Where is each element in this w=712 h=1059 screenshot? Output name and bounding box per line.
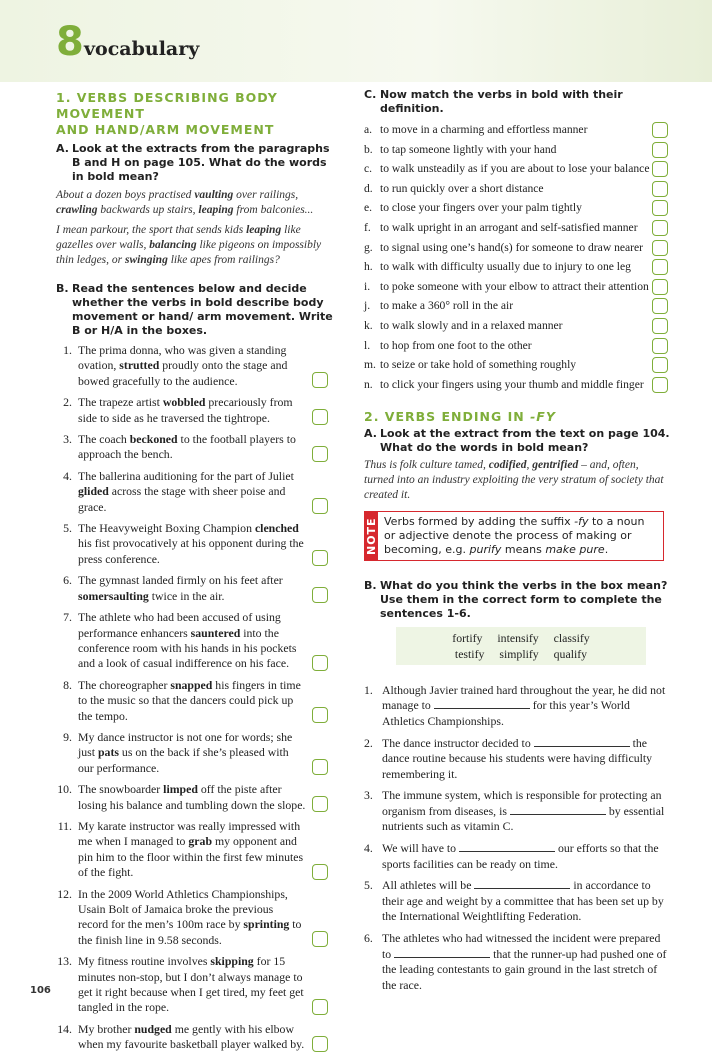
item-number: 3. (63, 432, 72, 447)
bold-word: wobbled (162, 395, 206, 410)
answer-blank[interactable] (394, 947, 490, 958)
sentence-number: 4. (364, 841, 373, 856)
section-1c-list (364, 122, 670, 393)
item-text (78, 678, 306, 724)
bold-word: clenched (254, 521, 299, 536)
definition-text: to make a 360° roll in the air (380, 299, 514, 313)
sentence-text (382, 788, 670, 835)
section-2b-text: What do you think the verbs in the box mean? Use them in the correct form to complete the sentences 1-6. (380, 578, 668, 620)
sentence-after: by essential nutrients such as vitamin C. (382, 803, 665, 834)
text-run: The gymnast landed firmly on his feet after (78, 573, 283, 588)
text-run: – and, often, turned into an industry exploiting the very stratum of society that created it. (364, 458, 664, 501)
section-1b-label: B. (56, 282, 69, 295)
sentence-number: 3. (364, 788, 373, 803)
item-number: 10. (57, 782, 72, 797)
definition-item (364, 161, 670, 177)
section-1b-instruction (56, 282, 340, 338)
sentence-before: Although Javier trained hard throughout the year, he did not manage to (382, 682, 666, 713)
bold-word: sprinting (243, 917, 290, 932)
answer-blank[interactable] (474, 878, 570, 889)
sentence-after: for this year’s World Athletics Championships. (382, 698, 630, 728)
bold-word: gentrified (532, 458, 579, 471)
answer-box[interactable] (312, 550, 328, 566)
text-run: his fingers in time to the music so that the dancers could pick up the tempo. (78, 677, 301, 723)
answer-box[interactable] (312, 707, 328, 723)
item-number: 5. (63, 521, 72, 536)
definition-item (364, 318, 670, 334)
answer-box[interactable] (312, 372, 328, 388)
definition-text: to walk slowly and in a relaxed manner (380, 318, 563, 332)
section-2a-extract (364, 458, 670, 503)
answer-box[interactable] (312, 796, 328, 812)
item-text (78, 343, 306, 389)
text-run: twice in the air. (148, 588, 225, 603)
sentence-text (382, 931, 670, 993)
exercise-item (56, 819, 340, 881)
section-2b-instruction (364, 579, 670, 621)
text-run: , (526, 458, 533, 471)
definition-item (364, 220, 670, 236)
chapter-title: vocabulary (84, 38, 200, 60)
definition-letter: l. (364, 338, 371, 352)
sentence-before: The dance instructor decided to (382, 735, 534, 750)
answer-blank[interactable] (459, 841, 555, 852)
text-run: over railings, (233, 189, 299, 201)
exercise-item (56, 730, 340, 776)
bold-word: skipping (210, 954, 254, 969)
text-run: for 15 minutes non-stop, but I don’t always manage to get it right because when I get tired, my feet get tangled in the rope. (78, 954, 304, 1015)
section-1c-instruction (364, 88, 670, 116)
item-text (78, 1022, 306, 1053)
definition-text: to close your fingers over your palm tightly (380, 201, 582, 215)
answer-box[interactable] (652, 279, 668, 295)
bold-word: balancing (149, 239, 197, 251)
sentence-number: 1. (364, 682, 373, 697)
answer-box[interactable] (652, 259, 668, 275)
sentence-number: 5. (364, 878, 373, 893)
bold-word: grab (188, 834, 213, 849)
answer-box[interactable] (652, 181, 668, 197)
definition-text: to click your fingers using your thumb and middle finger (380, 377, 644, 391)
bold-word: sauntered (190, 625, 241, 640)
answer-box[interactable] (652, 298, 668, 314)
fill-in-sentence (364, 931, 670, 993)
answer-box[interactable] (312, 446, 328, 462)
exercise-item (56, 887, 340, 949)
sentence-number: 2. (364, 735, 373, 750)
word-classify: classify (553, 630, 590, 645)
answer-box[interactable] (652, 318, 668, 334)
left-column (56, 90, 340, 1059)
section-1b-text: Read the sentences below and decide whether the verbs in bold describe body movement or hand/ arm movement. Write B or H/A in the boxes. (72, 282, 333, 337)
bold-word: somersaulting (78, 588, 149, 603)
item-text (78, 730, 306, 776)
answer-box[interactable] (312, 1036, 328, 1052)
item-number: 9. (63, 729, 72, 744)
item-number: 14. (57, 1021, 72, 1036)
text-run: In the 2009 World Athletics Championships, Usain Bolt of Jamaica broke the previous record for the men’s 100m race by (78, 886, 288, 932)
text-run: About a dozen boys practised (56, 189, 195, 201)
answer-box[interactable] (312, 931, 328, 947)
definition-item (364, 181, 670, 197)
sentence-after: the dance routine because his students were having difficulty remembering it. (382, 735, 653, 781)
definition-item (364, 142, 670, 158)
definition-text: to hop from one foot to the other (380, 338, 532, 352)
text-run: like pigeons on impossibly thin ledges, or (56, 239, 322, 266)
definition-item (364, 122, 670, 138)
word-testify: testify (454, 646, 485, 661)
bold-word: strutted (119, 358, 160, 373)
sentence-before: All athletes will be (382, 878, 475, 893)
sentence-text (382, 736, 670, 783)
definition-letter: n. (364, 377, 373, 391)
answer-box[interactable] (652, 220, 668, 236)
answer-box[interactable] (652, 122, 668, 138)
item-text (78, 610, 306, 672)
sentence-before: The athletes who had witnessed the incident were prepared to (382, 931, 661, 961)
section-2-title-text: 2. VERBS ENDING IN (364, 408, 531, 424)
item-text (78, 521, 306, 567)
item-number: 8. (63, 677, 72, 692)
text-run: The athlete who had been accused of using performance enhancers (78, 610, 281, 640)
fill-in-sentence (364, 788, 670, 835)
answer-box[interactable] (312, 864, 328, 880)
definition-text: to walk upright in an arrogant and self-satisfied manner (380, 220, 638, 234)
definition-letter: k. (364, 318, 373, 332)
definition-item (364, 200, 670, 216)
note-text (378, 512, 663, 560)
note-tag: NOTE (365, 512, 378, 560)
text-run: The trapeze artist (78, 395, 163, 410)
item-number: 12. (57, 886, 72, 901)
right-column (364, 88, 670, 999)
sentence-before: The immune system, which is responsible for protecting an organism from diseases, is (382, 788, 662, 818)
section-2b-sentences (364, 683, 670, 994)
text-run: I mean parkour, the sport that sends kids (56, 224, 247, 236)
section-2-title (364, 409, 670, 425)
exercise-item (56, 782, 340, 813)
text-run: me gently with his elbow when my favourite basketball player walked by. (78, 1021, 305, 1052)
word-qualify: qualify (553, 646, 588, 661)
bold-word: beckoned (129, 432, 178, 447)
answer-box[interactable] (652, 338, 668, 354)
text-run: The ballerina auditioning for the part of Juliet (78, 468, 294, 483)
note-text-run: -fy (574, 514, 589, 528)
sentence-number: 6. (364, 931, 373, 946)
item-text (78, 819, 306, 881)
answer-box[interactable] (652, 240, 668, 256)
text-run: The snowboarder (78, 782, 164, 797)
chapter-number: 8 (56, 19, 84, 65)
section-1a-extract-2 (56, 223, 340, 268)
exercise-item (56, 1022, 340, 1053)
bold-word: limped (163, 782, 198, 797)
section-1a-extract-1 (56, 188, 340, 218)
answer-box[interactable] (312, 759, 328, 775)
definition-text: to seize or take hold of something roughly (380, 358, 577, 372)
note-text-run: . (604, 542, 609, 556)
text-run: The Heavyweight Boxing Champion (78, 521, 255, 536)
text-run: from balconies... (233, 204, 314, 216)
definition-text: to walk with difficulty usually due to injury to one leg (380, 260, 631, 274)
sentence-after: that the runner-up had pushed one of the leading contestants to gain ground in the last stretch of the race. (382, 946, 667, 992)
text-run: across the stage with sheer poise and grace. (78, 484, 286, 514)
text-run: like apes from railings? (167, 254, 280, 266)
fill-in-sentence (364, 683, 670, 730)
text-run: backwards up stairs, (97, 204, 199, 216)
item-text (78, 782, 306, 813)
definition-letter: d. (364, 181, 373, 195)
text-run: My karate instructor was really impressed with me when I managed to (78, 818, 301, 849)
definition-item (364, 279, 670, 295)
answer-box[interactable] (652, 357, 668, 373)
item-number: 6. (63, 573, 72, 588)
sentence-text (382, 841, 670, 872)
section-1c-label: C. (364, 88, 377, 101)
exercise-item (56, 678, 340, 724)
item-number: 1. (63, 343, 72, 357)
answer-box[interactable] (312, 999, 328, 1015)
definition-letter: c. (364, 162, 373, 176)
definition-item (364, 240, 670, 256)
definition-item (364, 338, 670, 354)
note-text-run: means (501, 542, 546, 556)
section-2a-text: Look at the extract from the text on page 104. What do the words in bold mean? (380, 426, 670, 454)
text-run: precariously from side to side as he traversed the tightrope. (78, 395, 293, 425)
item-number: 7. (63, 610, 72, 625)
answer-box[interactable] (652, 377, 668, 393)
item-text (78, 395, 306, 426)
item-text (78, 954, 306, 1016)
text-run: My dance instructor is not one for words; she just (78, 729, 293, 760)
word-fortify: fortify (452, 630, 483, 645)
text-run: The coach (78, 432, 130, 447)
answer-blank[interactable] (510, 804, 606, 815)
answer-box[interactable] (312, 498, 328, 514)
definition-letter: b. (364, 142, 373, 156)
text-run: Thus is folk culture tamed, (364, 458, 489, 471)
item-text (78, 573, 306, 604)
section-1a-text: Look at the extracts from the paragraphs B and H on page 105. What do the words in bold mean? (72, 142, 330, 183)
text-run: into the conference room with his hands in his pockets and a look of casual indifference on his face. (78, 625, 297, 671)
note-text-run: to a noun or adjective denote the process of making or becoming, e.g. (384, 514, 645, 556)
answer-box[interactable] (652, 200, 668, 216)
item-number: 4. (63, 468, 72, 483)
bold-word: codified (488, 458, 527, 471)
bold-word: pats (98, 745, 119, 760)
item-number: 2. (63, 395, 72, 410)
text-run: The choreographer (78, 677, 171, 692)
section-1a-instruction (56, 142, 340, 184)
section-2b-label: B. (364, 578, 377, 592)
bold-word: glided (78, 484, 109, 499)
section-2a-instruction (364, 427, 670, 455)
text-run: like gazelles over walls, (56, 224, 301, 251)
text-run: The prima donna, who was given a standing ovation, (78, 343, 287, 373)
definition-text: to run quickly over a short distance (380, 181, 544, 195)
fill-in-sentence (364, 878, 670, 925)
definition-letter: i. (364, 279, 371, 293)
definition-letter: m. (364, 358, 376, 372)
answer-box[interactable] (312, 655, 328, 671)
definition-item (364, 377, 670, 393)
page-number: 106 (30, 985, 51, 996)
definition-letter: j. (364, 299, 371, 313)
definition-item (364, 298, 670, 314)
text-run: to the finish line in 9.58 seconds. (78, 917, 302, 947)
word-box (396, 627, 646, 665)
answer-box[interactable] (312, 409, 328, 425)
answer-box[interactable] (652, 142, 668, 158)
definition-letter: h. (364, 260, 373, 274)
definition-text: to tap someone lightly with your hand (380, 142, 557, 156)
note-text-run: make pure (545, 542, 605, 556)
exercise-item (56, 954, 340, 1016)
text-run: My fitness routine involves (78, 954, 211, 969)
definition-item (364, 259, 670, 275)
text-run: us on the back if she’s pleased with our performance. (78, 745, 289, 775)
sentence-after: in accordance to their age and weight by a committee that has been set up by the International Weightlifting Federation. (382, 878, 664, 924)
exercise-item (56, 469, 340, 515)
definition-letter: a. (364, 123, 373, 136)
bold-word: snapped (170, 677, 213, 692)
section-1b-list (56, 343, 340, 1053)
exercise-item (56, 432, 340, 463)
text-run: proudly onto the stage and bowed gracefully to the audience. (78, 358, 288, 388)
answer-blank[interactable] (534, 736, 630, 747)
definition-text: to move in a charming and effortless manner (380, 123, 588, 136)
bold-word: vaulting (194, 189, 234, 201)
section-1-title (56, 90, 340, 138)
word-box-row-1 (396, 630, 646, 646)
definition-text: to poke someone with your elbow to attract their attention (380, 279, 649, 293)
item-number: 11. (57, 818, 72, 833)
note-text-run: purify (469, 542, 502, 556)
section-1-title-line1: 1. VERBS DESCRIBING BODY MOVEMENT (56, 90, 278, 121)
bold-word: leaping (246, 224, 282, 236)
note-box (364, 511, 664, 561)
item-text (78, 887, 306, 949)
definition-text: to signal using one’s hand(s) for someone to draw nearer (380, 240, 644, 254)
exercise-item (56, 573, 340, 604)
exercise-item (56, 521, 340, 567)
sentence-after: our efforts so that the sports facilities can be ready on time. (382, 841, 659, 871)
definition-item (364, 357, 670, 373)
text-run: his fist provocatively at his opponent during the press conference. (78, 536, 304, 566)
section-2a-label: A. (364, 426, 377, 440)
exercise-item (56, 343, 340, 389)
definition-text: to walk unsteadily as if you are about to lose your balance (380, 162, 650, 176)
exercise-item (56, 610, 340, 672)
word-simplify: simplify (499, 646, 539, 661)
text-run: to the football players to approach the bench. (78, 432, 296, 462)
definition-letter: e. (364, 201, 373, 215)
text-run: my opponent and pin him to the floor within the first few minutes of the fight. (78, 834, 304, 880)
definition-letter: g. (364, 240, 373, 254)
item-text (78, 432, 306, 463)
item-number: 13. (57, 954, 72, 969)
sentence-text (382, 683, 670, 730)
fill-in-sentence (364, 841, 670, 872)
section-1c-text: Now match the verbs in bold with their definition. (380, 88, 623, 115)
answer-box[interactable] (312, 587, 328, 603)
fill-in-sentence (364, 736, 670, 783)
exercise-item (56, 395, 340, 426)
sentence-before: We will have to (382, 841, 460, 856)
answer-blank[interactable] (434, 698, 530, 709)
item-text (78, 469, 306, 515)
bold-word: crawling (56, 204, 98, 216)
bold-word: swinging (125, 254, 168, 266)
section-1a-label: A. (56, 142, 69, 155)
note-text-run: Verbs formed by adding the suffix (384, 514, 575, 528)
word-intensify: intensify (497, 630, 539, 645)
word-box-row-2 (396, 646, 646, 662)
bold-word: leaping (198, 204, 234, 216)
section-1-title-line2: AND HAND/ARM MOVEMENT (56, 122, 275, 137)
section-2-title-suffix: -FY (530, 408, 556, 424)
sentence-text (382, 878, 670, 925)
definition-letter: f. (364, 220, 371, 234)
text-run: My brother (78, 1021, 135, 1036)
text-run: off the piste after losing his balance and tumbling down the slope. (78, 782, 306, 812)
bold-word: nudged (134, 1021, 172, 1036)
answer-box[interactable] (652, 161, 668, 177)
